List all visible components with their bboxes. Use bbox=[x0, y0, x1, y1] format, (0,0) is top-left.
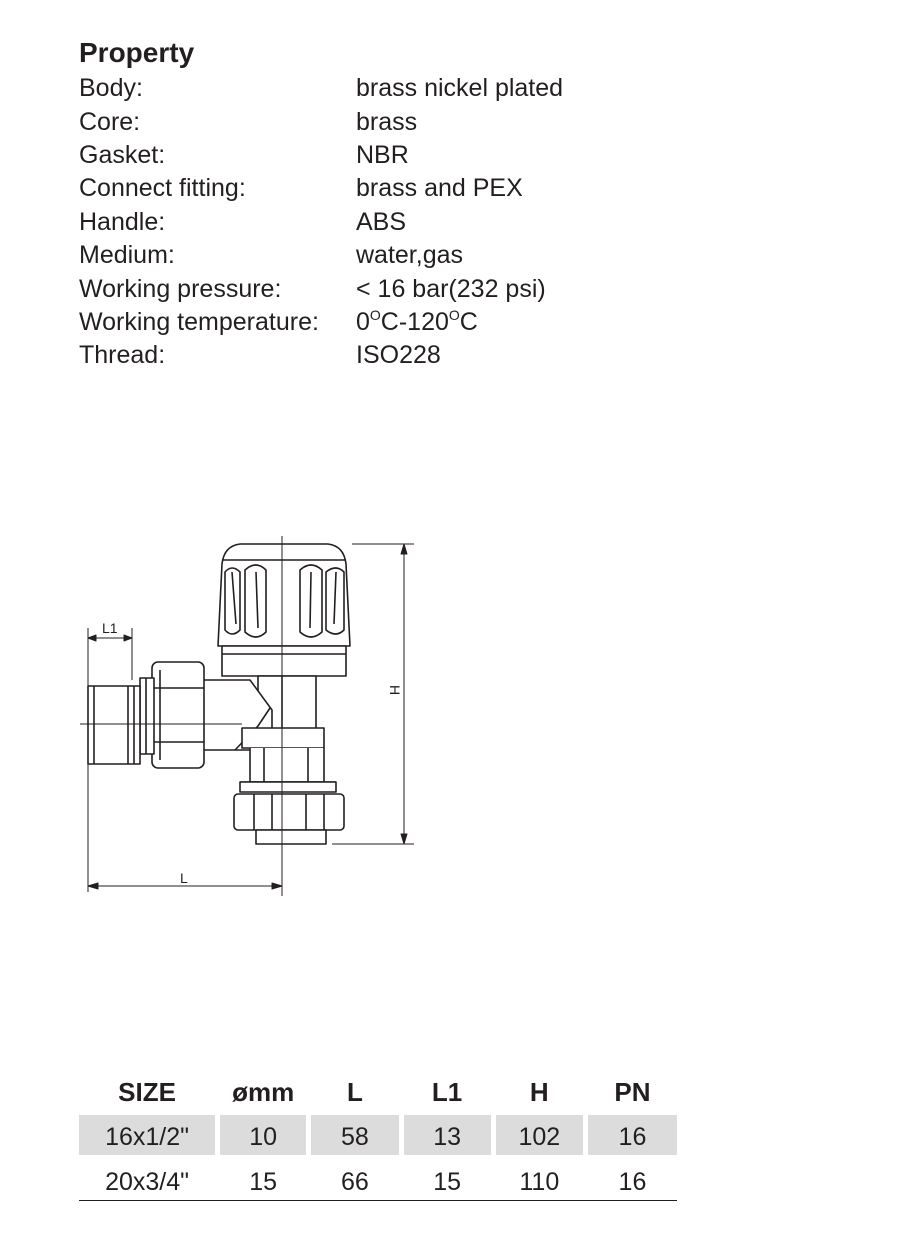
table-cell: 15 bbox=[433, 1168, 461, 1196]
table-cell: 66 bbox=[340, 1168, 369, 1196]
property-list bbox=[79, 72, 563, 373]
table-cell: 15 bbox=[249, 1168, 278, 1196]
property-row bbox=[79, 139, 563, 172]
property-row bbox=[79, 272, 563, 305]
property-label: Thread: bbox=[79, 341, 166, 370]
table-cell: 10 bbox=[220, 1115, 306, 1155]
column-header: L bbox=[346, 1077, 363, 1107]
table-row bbox=[79, 1115, 677, 1155]
column-header: ømm bbox=[232, 1077, 295, 1107]
property-label: Gasket: bbox=[79, 140, 166, 169]
property-label: Medium: bbox=[79, 241, 175, 270]
property-value-temperature bbox=[356, 308, 478, 337]
column-header: H bbox=[529, 1077, 549, 1107]
property-value: ISO228 bbox=[356, 341, 441, 370]
property-row bbox=[79, 72, 563, 105]
column-header: L1 bbox=[431, 1077, 463, 1107]
temp-range: C-120 bbox=[380, 307, 449, 336]
bottom-nut bbox=[234, 794, 344, 844]
section-heading: Property bbox=[79, 37, 195, 68]
property-value: NBR bbox=[356, 140, 409, 169]
table-cell: 20x3/4" bbox=[105, 1168, 189, 1196]
dimension-label-h: H bbox=[387, 684, 404, 696]
table-cell: 13 bbox=[404, 1115, 491, 1155]
property-label: Connect fitting: bbox=[79, 174, 246, 203]
property-label: Body: bbox=[79, 74, 143, 103]
property-row bbox=[79, 306, 563, 339]
table-cell: 102 bbox=[496, 1115, 583, 1155]
property-row bbox=[79, 339, 563, 372]
property-label: Working pressure: bbox=[79, 274, 282, 303]
table-cell: 110 bbox=[519, 1168, 560, 1196]
degree-sup: O bbox=[369, 306, 381, 323]
column-header: SIZE bbox=[118, 1077, 176, 1107]
temp-unit: C bbox=[459, 307, 478, 336]
side-connector bbox=[88, 662, 204, 768]
valve-diagram bbox=[60, 520, 440, 915]
property-value: brass nickel plated bbox=[356, 74, 564, 103]
property-row bbox=[79, 172, 563, 205]
table-row bbox=[79, 1160, 677, 1201]
property-row bbox=[79, 239, 563, 272]
dimension-label-l: L bbox=[180, 870, 188, 886]
property-label: Core: bbox=[79, 107, 141, 136]
property-row bbox=[79, 206, 563, 239]
property-value: brass and PEX bbox=[356, 174, 523, 203]
property-label: Working temperature: bbox=[79, 307, 319, 336]
property-value: ABS bbox=[356, 207, 407, 236]
valve-drawing bbox=[60, 520, 440, 910]
property-value: brass bbox=[356, 107, 418, 136]
property-row bbox=[79, 105, 563, 138]
handle-cap bbox=[218, 544, 350, 676]
property-value: < 16 bar(232 psi) bbox=[356, 274, 546, 303]
property-value: water,gas bbox=[356, 241, 464, 270]
column-header: PN bbox=[614, 1077, 651, 1107]
dimension-label-l1: L1 bbox=[102, 620, 118, 636]
temp-min: 0 bbox=[356, 307, 370, 336]
degree-sup: O bbox=[448, 306, 460, 323]
size-table bbox=[79, 1072, 677, 1201]
table-cell: 16 bbox=[588, 1115, 677, 1155]
property-label: Handle: bbox=[79, 207, 166, 236]
table-header-row bbox=[79, 1072, 677, 1112]
table-cell: 16 bbox=[618, 1168, 647, 1196]
table-cell: 58 bbox=[311, 1115, 398, 1155]
table-cell: 16x1/2" bbox=[79, 1115, 215, 1155]
